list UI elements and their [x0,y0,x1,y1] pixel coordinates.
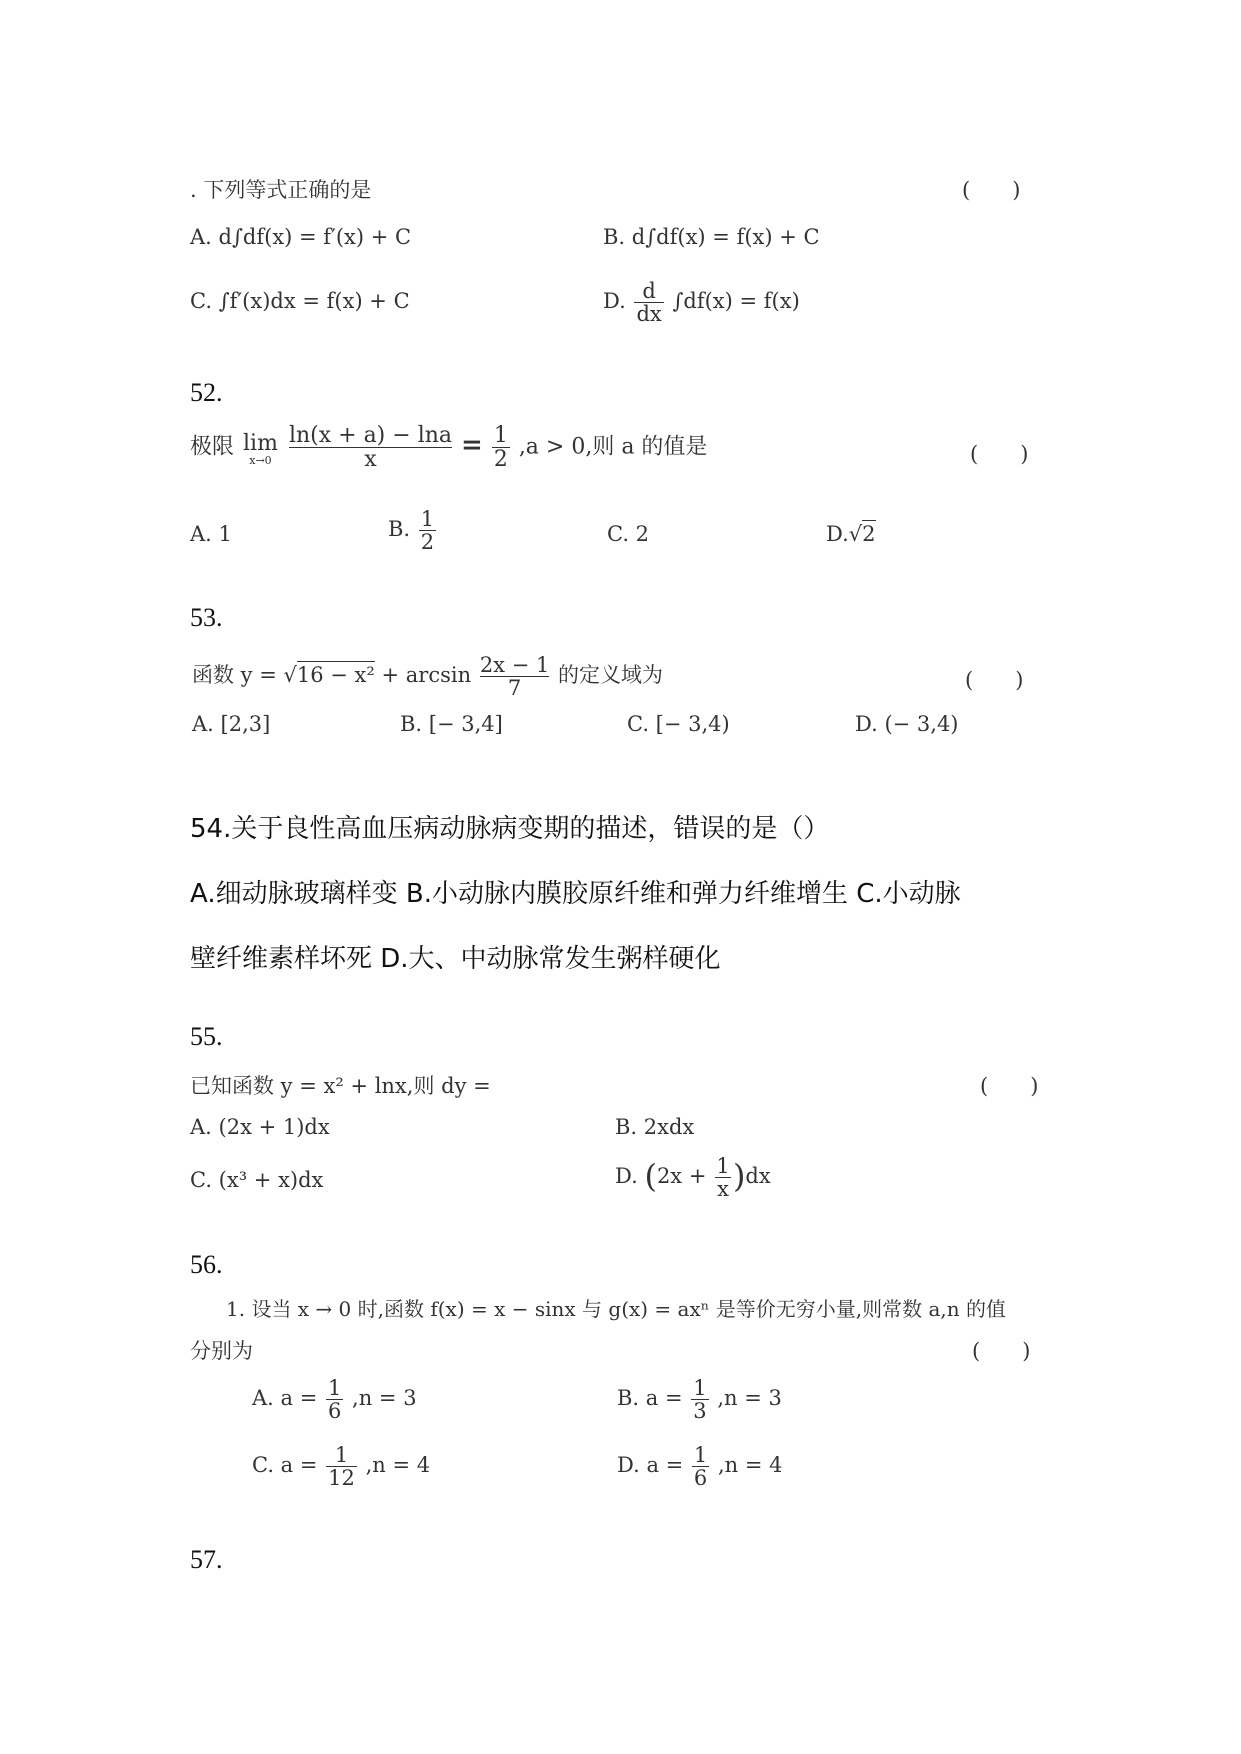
q52-option-b [388,508,438,553]
q52-option-b-label: B. [388,517,411,542]
q51-option-c [190,289,410,313]
q56-option-d-den: 6 [693,1466,708,1491]
q52-option-d-label: D. [826,522,849,546]
q55-option-d-label: D. [615,1164,638,1189]
q51-option-a [190,225,411,249]
q52-option-b-fraction [419,508,436,553]
q51-paren: ( ) [962,178,1021,202]
q52-option-a: A. 1 [190,522,232,546]
q56-option-d [617,1444,782,1489]
q51-option-b-expr: d∫df(x) = f(x) + C [631,225,820,249]
q53-sqrt-sign: √ [283,663,297,688]
q56-option-b-fraction [691,1377,708,1422]
q52-stem [190,424,707,471]
q56-line2: 分别为 [190,1339,253,1363]
q53-frac-num: 2x − 1 [479,653,550,677]
q56-option-b [617,1377,782,1422]
q54-line2: A.细动脉玻璃样变 B.小动脉内膜胶原纤维和弹力纤维增生 C.小动脉 [190,879,961,909]
q56-number: 56. [190,1250,223,1279]
q56-option-c [252,1444,430,1489]
q51-option-d-fraction [634,280,663,325]
q51-option-b-label: B. [603,225,626,249]
q52-main-fraction [289,424,452,471]
q53-stem-suffix: 的定义域为 [558,663,664,688]
q52-lim [243,432,278,467]
q56-option-d-num: 1 [693,1443,708,1467]
q56-option-b-post: ,n = 3 [717,1386,782,1411]
q52-lim-text: lim [243,430,278,456]
q51-option-d-label: D. [603,289,626,314]
q52-option-d [826,522,876,546]
q52-option-d-sqrt-sign: √ [848,522,863,546]
q51-option-a-label: A. [190,225,212,249]
q56-option-c-pre: C. a = [252,1453,325,1478]
q56-option-b-pre: B. a = [617,1386,690,1411]
q56-option-c-den: 12 [328,1466,355,1491]
q56-option-a [252,1377,417,1422]
q51-option-d-frac-num: d [642,279,656,303]
q52-stem-prefix: 极限 [190,434,235,460]
q53-stem-prefix: 函数 y = [192,663,284,688]
q55-option-a: A. (2x + 1)dx [190,1115,330,1139]
q53-frac-den: 7 [480,676,550,699]
q56-option-d-fraction [692,1444,709,1489]
q52-lim-sub: x→0 [249,453,272,467]
q51-option-b [603,225,820,249]
q54-line1: 54.关于良性高血压病动脉病变期的描述，错误的是（） [190,814,830,844]
q52-option-d-radicand: 2 [862,522,876,546]
q52-option-c: C. 2 [607,522,650,546]
q55-number: 55. [190,1022,223,1051]
q55-option-d [615,1155,771,1200]
q55-option-d-num: 1 [716,1154,730,1178]
q56-option-d-post: ,n = 4 [717,1453,783,1478]
q55-option-d-post: dx [745,1164,771,1189]
q56-option-b-den: 3 [693,1399,707,1424]
q53-option-d: D. (− 3,4) [855,712,959,736]
q56-option-a-den: 6 [327,1399,342,1424]
q55-option-d-den: x [717,1177,729,1202]
q52-stem-suffix: ,a > 0,则 a 的值是 [518,434,708,460]
q52-option-b-num: 1 [420,507,435,531]
q53-option-a: A. [2,3] [192,712,271,736]
q56-option-b-num: 1 [693,1376,707,1400]
q53-radicand: 16 − x² [296,663,375,688]
q52-paren: ( ) [970,442,1029,466]
q52-equals: = [461,430,483,461]
q52-half-num: 1 [493,423,508,448]
q56-option-d-pre: D. a = [617,1453,690,1478]
q52-half-den: 2 [493,447,508,473]
q55-option-d-close-paren: ) [732,1157,746,1196]
q53-number: 53. [190,603,223,632]
q51-option-c-label: C. [190,289,212,313]
q57-number: 57. [190,1545,223,1574]
q53-arcsin: + arcsin [374,663,472,688]
q54-line3: 壁纤维素样坏死 D.大、中动脉常发生粥样硬化 [190,944,721,974]
q51-option-d-expr: ∫df(x) = f(x) [672,289,800,314]
q56-option-a-num: 1 [327,1376,342,1400]
q55-option-d-open-paren: ( [644,1157,657,1196]
q52-frac-num: ln(x + a) − lna [288,423,453,448]
q55-stem: 已知函数 y = x² + lnx,则 dy = [190,1074,491,1098]
q52-number: 52. [190,378,223,407]
q55-paren: ( ) [980,1074,1039,1098]
q51-option-c-expr: ∫f′(x)dx = f(x) + C [218,289,410,313]
q52-half-fraction [492,424,510,471]
q56-option-a-post: ,n = 3 [352,1386,417,1411]
q53-option-b: B. [− 3,4] [400,712,503,736]
q51-option-d [603,280,800,325]
q53-option-c: C. [− 3,4) [627,712,730,736]
q53-fraction [480,654,550,699]
q56-option-c-num: 1 [334,1443,349,1467]
q53-stem [192,654,663,699]
q51-option-d-frac-den: dx [636,302,662,327]
q52-option-b-den: 2 [420,530,435,555]
q55-option-b: B. 2xdx [615,1115,695,1139]
q51-option-a-expr: d∫df(x) = f′(x) + C [218,225,412,249]
q55-option-c: C. (x³ + x)dx [190,1168,324,1192]
q55-option-d-pre: 2x + [656,1164,714,1189]
q56-option-c-post: ,n = 4 [365,1453,431,1478]
q51-stem: . 下列等式正确的是 [190,178,372,202]
q56-line1: 1. 设当 x → 0 时,函数 f(x) = x − sinx 与 g(x) = axⁿ 是等价无穷小量,则常数 a,n 的值 [226,1297,1006,1321]
q55-option-d-fraction [715,1155,731,1200]
q56-option-a-pre: A. a = [252,1386,324,1411]
q56-option-c-fraction [326,1444,357,1489]
q56-option-a-fraction [326,1377,343,1422]
q53-paren: ( ) [965,668,1024,692]
q56-paren: ( ) [972,1339,1031,1363]
q52-frac-den: x [289,447,452,471]
